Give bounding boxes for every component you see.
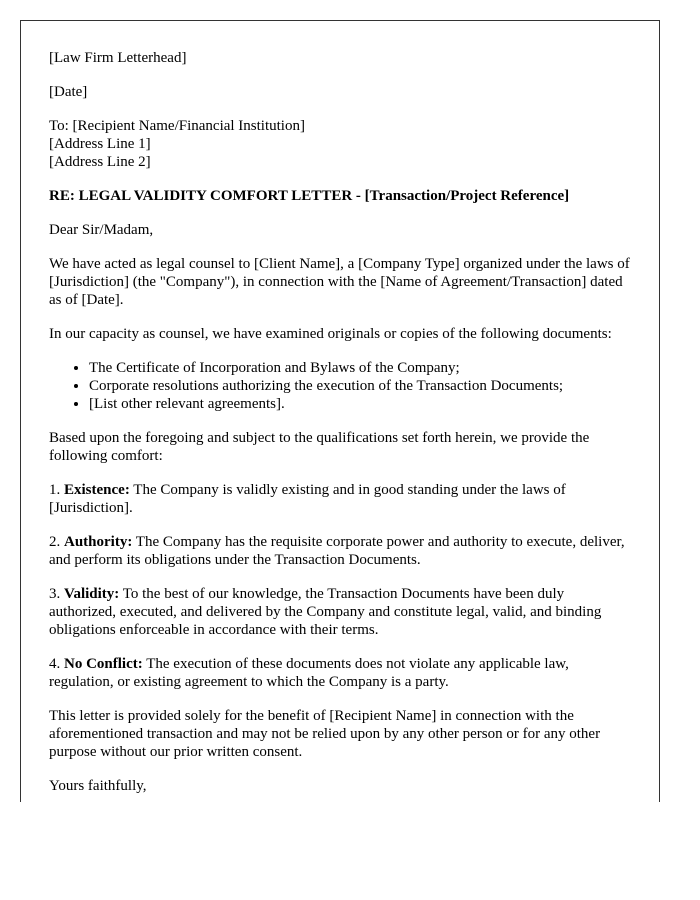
closing: Yours faithfully,	[49, 778, 147, 794]
letterhead: [Law Firm Letterhead]	[49, 50, 187, 66]
comfort-intro: Based upon the foregoing and subject to the qualifications set forth herein, we provide the following comfort:	[49, 430, 590, 464]
point-text: The execution of these documents does not violate any applicable law, regulation, or existing agreement to which the Company is a party.	[49, 656, 569, 690]
point-number: 4.	[49, 656, 64, 672]
letter-page	[20, 20, 660, 802]
list-item: • The Certificate of Incorporation and Bylaws of the Company;	[89, 359, 632, 377]
intro-paragraph: We have acted as legal counsel to [Client Name], a [Company Type] organized under the laws of [Jurisdiction] (the "Company"), in connection with the [Name of Agreement/Transaction] dated as of [Date].	[49, 256, 630, 308]
point-text: The Company is validly existing and in good standing under the laws of [Jurisdiction].	[49, 482, 566, 516]
salutation: Dear Sir/Madam,	[49, 222, 154, 238]
point-authority	[49, 533, 632, 569]
point-text: The Company has the requisite corporate power and authority to execute, deliver, and perform its obligations under the Transaction Documents.	[49, 534, 625, 568]
address-line-2: [Address Line 2]	[49, 154, 151, 170]
list-item: • Corporate resolutions authorizing the execution of the Transaction Documents;	[89, 377, 632, 395]
point-number: 1.	[49, 482, 64, 498]
point-title: Existence:	[64, 482, 130, 498]
point-validity	[49, 585, 632, 639]
address-line-1: [Address Line 1]	[49, 136, 151, 152]
examined-intro: In our capacity as counsel, we have examined originals or copies of the following documents:	[49, 326, 612, 342]
list-item: • [List other relevant agreements].	[89, 395, 632, 413]
point-title: Validity:	[64, 586, 120, 602]
recipient-address	[49, 117, 632, 171]
point-no-conflict	[49, 655, 632, 691]
point-text: To the best of our knowledge, the Transaction Documents have been duly authorized, executed, and delivered by the Company and constitute legal, valid, and binding obligations enforceable in accordance with their terms.	[49, 586, 602, 638]
reliance-paragraph: This letter is provided solely for the benefit of [Recipient Name] in connection with the aforementioned transaction and may not be relied upon by any other person or for any other purpose without our prior written consent.	[49, 708, 601, 760]
recipient-to: To: [Recipient Name/Financial Institution]	[49, 118, 305, 134]
point-title: Authority:	[64, 534, 133, 550]
point-number: 2.	[49, 534, 64, 550]
point-title: No Conflict:	[64, 656, 143, 672]
subject-line: RE: LEGAL VALIDITY COMFORT LETTER - [Transaction/Project Reference]	[49, 188, 570, 204]
documents-list	[49, 359, 632, 413]
letter-date: [Date]	[49, 84, 88, 100]
point-existence	[49, 481, 632, 517]
point-number: 3.	[49, 586, 64, 602]
